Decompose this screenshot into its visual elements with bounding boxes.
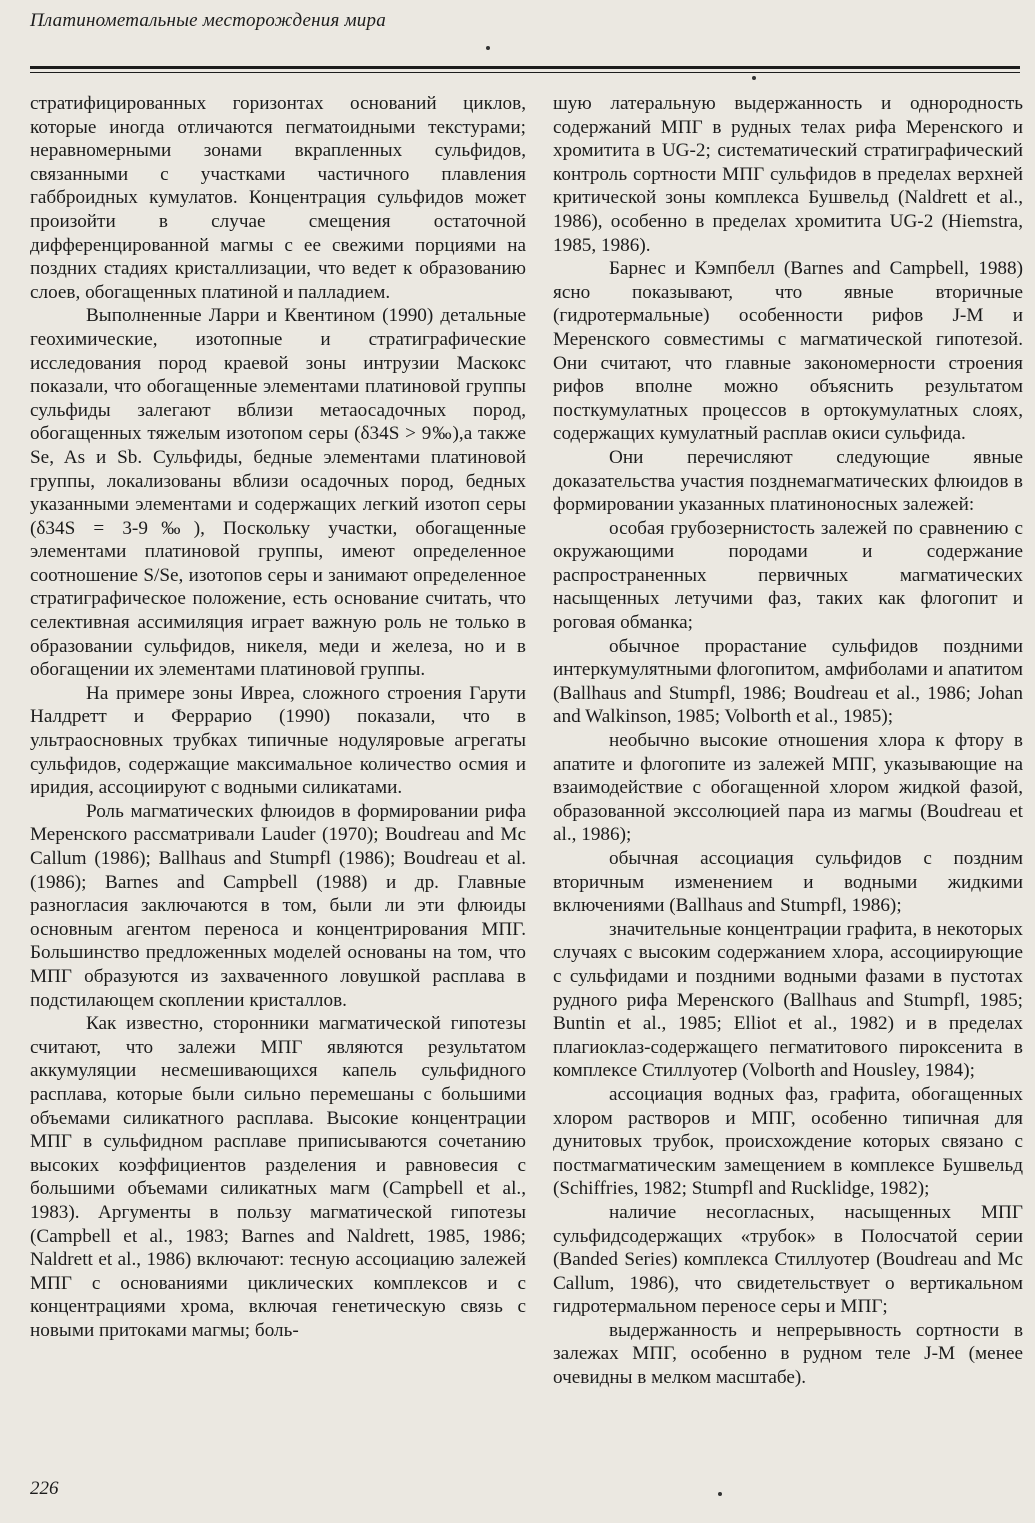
page-number: 226 [30,1478,59,1499]
list-item: значительные концентрации графита, в некоторых случаях с высоким содержанием хлора, ассоциирующие с сульфидами и поздними водными фазами в пустотах рудного рифа Меренского (Ballhaus and Stumpfl, 1985; Buntin et al., 1985; Elliot et al., 1982) и в пределах плагиоклаз-содержащего пегматитового пироксенита в комплексе Стиллуотер (Volborth and Housley, 1984); [553,918,1023,1082]
left-column [30,92,526,1342]
running-head: Платинометальные месторождения мира [30,10,386,31]
paragraph: Как известно, сторонники магматической гипотезы считают, что залежи МПГ являются результатом аккумуляции несмешивающихся капель сульфидного расплава, которые были сильно перемешаны с большими объемами силикатного расплава. Высокие концентрации МПГ в сульфидном расплаве приписываются сочетанию высоких коэффициентов разделения и равновесия с большими объемами силикатных магм (Campbell et al., 1983). Аргументы в пользу магматической гипотезы (Campbell et al., 1983; Barnes and Naldrett, 1985, 1986; Naldrett et al., 1986) включают: тесную ассоциацию залежей МПГ с основаниями циклических комплексов и с концентрациями хрома, включая генетическую связь с новыми притоками магмы; боль- [30,1013,526,1341]
list-item: обычная ассоциация сульфидов с поздним вторичным изменением и водными жидкими включениями (Ballhaus and Stumpfl, 1986); [553,848,1023,917]
header-rule-thin [30,72,1020,73]
list-item: выдержанность и непрерывность сортности в залежах МПГ, особенно в рудном теле J-M (менее очевидны в мелком масштабе). [553,1319,1023,1389]
header-rule [30,66,1020,69]
list-item: обычное прорастание сульфидов поздними интеркумулятными флогопитом, амфиболами и апатитом (Ballhaus and Stumpfl, 1986; Boudreau et al., 1986; Johan and Walkinson, 1985; Volborth et al., 1985); [553,635,1023,728]
list-item: наличие несогласных, насыщенных МПГ сульфидсодержащих «трубок» в Полосчатой серии (Banded Series) комплекса Стиллуотер (Boudreau and Mc Callum, 1986), что свидетельствует о вертикальном гидротермальном переносе серы и МПГ; [553,1201,1023,1318]
paragraph: шую латеральную выдержанность и однородность содержаний МПГ в рудных телах рифа Меренского и хромитита в UG-2; систематический стратиграфический контроль сортности МПГ сульфидов в пределах верхней критической зоны комплекса Бушвельд (Naldrett et al., 1986), особенно в пределах хромитита UG-2 (Hiemstra, 1985, 1986). [553,93,1023,256]
paragraph: На примере зоны Ивреа, сложного строения Гарути Налдретт и Феррарио (1990) показали, что в ультраосновных трубках типичные нодуляровые агрегаты сульфидов, содержащие максимальное количество осмия и иридия, ассоциируют с водными силикатами. [30,682,526,799]
list-item: ассоциация водных фаз, графита, обогащенных хлором растворов и МПГ, особенно типичная для дунитовых трубок, происхождение которых связано с постмагматическим замещением в комплексе Бушвельд (Schiffries, 1982; Stumpfl and Rucklidge, 1982); [553,1083,1023,1200]
paragraph: стратифицированных горизонтах оснований циклов, которые иногда отличаются пегматоидными текстурами; неравномерными зонами вкрапленных сульфидов, связанными с участками частичного плавления габброидных кумулатов. Концентрация сульфидов может произойти в случае смещения остаточной дифференцированной магмы с ее свежими порциями на поздних стадиях кристаллизации, что ведет к образованию слоев, обогащенных платиной и палладием. [30,93,526,303]
scan-speck [486,46,490,50]
list-item: особая грубозернистость залежей по сравнению с окружающими породами и содержание распространенных первичных магматических насыщенных летучими фаз, таких как флогопит и роговая обманка; [553,517,1023,634]
list-item: необычно высокие отношения хлора к фтору в апатите и флогопите из залежей МПГ, указывающие на взаимодействие с обогащенной хлором жидкой фазой, образованной экссолюцией пара из магмы (Boudreau et al., 1986); [553,730,1023,846]
paragraph: Роль магматических флюидов в формировании рифа Меренского рассматривали Lauder (1970); Boudreau and Mc Callum (1986); Ballhaus and Stumpfl (1986); Boudreau et al. (1986); Barnes and Campbell (1988) и др. Главные разногласия заключаются в том, были ли эти флюиды основным агентом переноса и концентрирования МПГ. Большинство предложенных моделей основаны на том, что МПГ образуются из захваченного ловушкой расплава в подстилающем скоплении кристаллов. [30,800,526,1011]
paragraph: Выполненные Ларри и Квентином (1990) детальные геохимические, изотопные и стратиграфические исследования пород краевой зоны интрузии Маскокс показали, что обогащенные элементами платиновой группы сульфиды залегают вблизи метаосадочных пород, обогащенных тяжелым изотопом серы (δ34S > 9‰),а также Se, As и Sb. Сульфиды, бедные элементами платиновой группы, локализованы вблизи осадочных пород, бедных указанными элементами и содержащих легкий изотоп серы (δ34S = 3-9‰), Поскольку участки, обогащенные элементами платиновой группы, имеют определенное соотношение S/Se, изотопов серы и занимают определенное стратиграфическое положение, есть основание считать, что селективная ассимиляция играет важную роль не только в образовании сульфидов, никеля, меди и железа, но и в обогащении их элементами платиновой группы. [30,305,526,681]
scan-speck [718,1492,722,1496]
scan-speck [752,76,756,80]
paragraph: Они перечисляют следующие явные доказательства участия позднемагматических флюидов в формировании указанных платиноносных залежей: [553,446,1023,516]
right-column [553,92,1023,1390]
paragraph: Барнес и Кэмпбелл (Barnes and Campbell, 1988) ясно показывают, что явные вторичные (гидротермальные) особенности рифов J-M и Меренского совместимы с магматической гипотезой. Они считают, что главные закономерности строения рифов вполне можно объяснить результатом посткумулатных процессов в ортокумулатных слоях, содержащих кумулатный расплав окиси сульфида. [553,258,1023,445]
